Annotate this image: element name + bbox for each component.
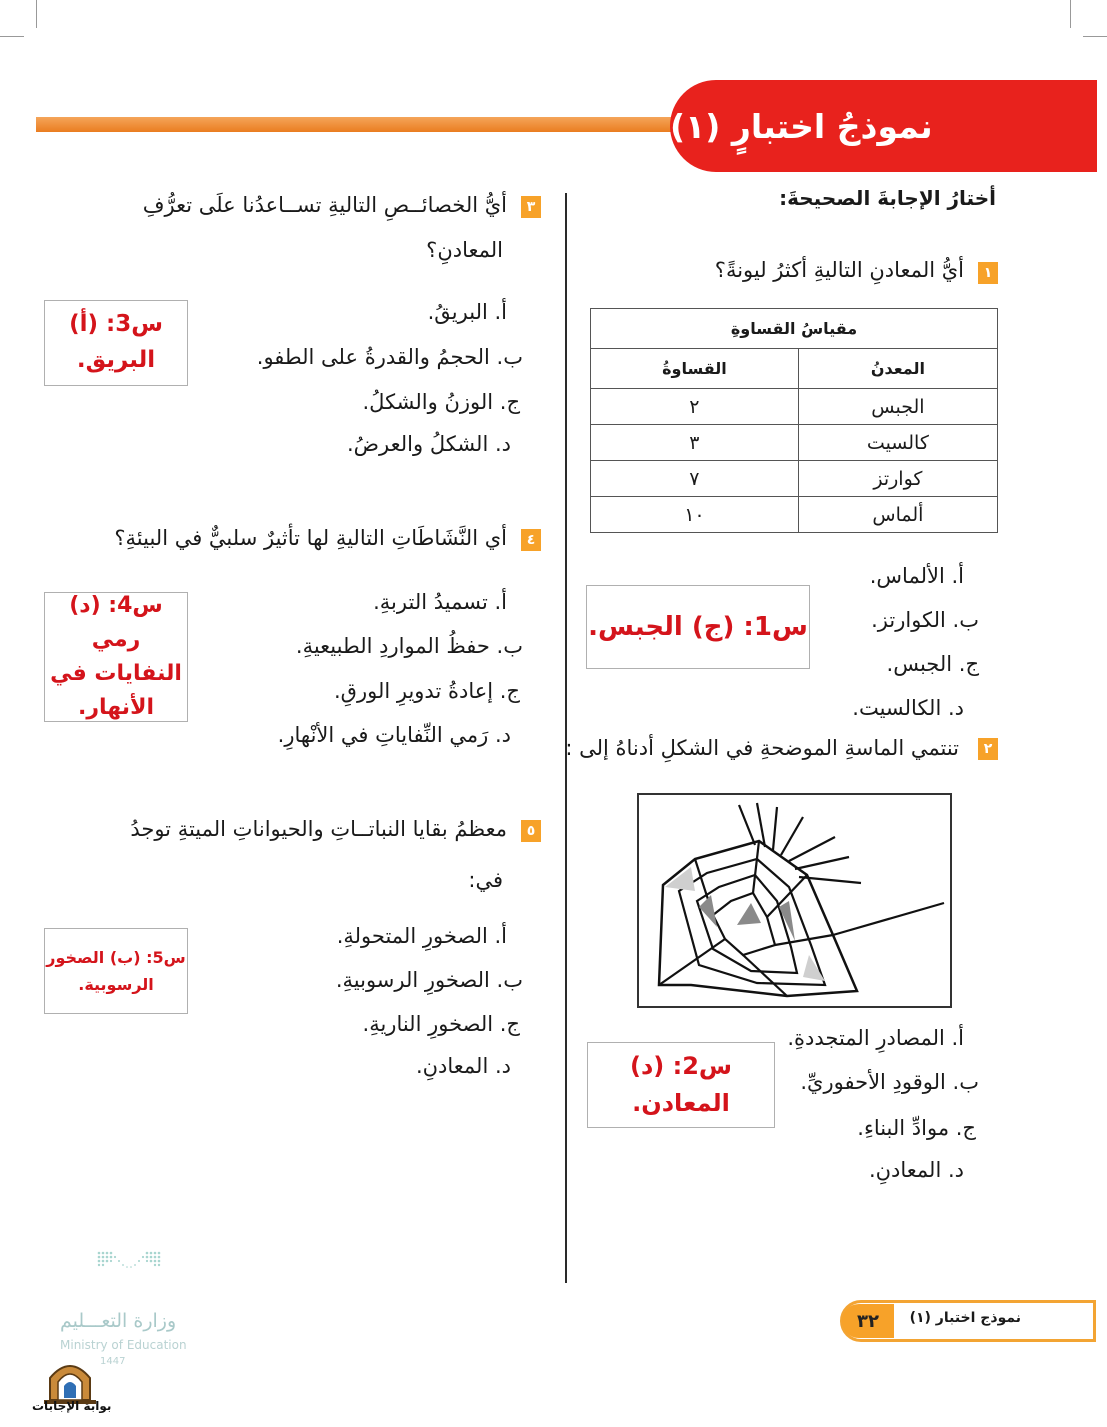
answer-text: البريق. xyxy=(76,347,156,373)
page-title: نموذجُ اختبارٍ (١) xyxy=(670,106,933,146)
ministry-logo-icon xyxy=(60,1250,200,1310)
hardness-table xyxy=(590,308,998,533)
q1-option-b[interactable]: ب. الكوارتز. xyxy=(871,608,979,632)
question-number-badge: ٢ xyxy=(978,738,998,760)
q3-option-b[interactable]: ب. الحجمُ والقدرةُ على الطفو. xyxy=(256,345,523,369)
answer-box-q3 xyxy=(44,300,188,386)
question-number-badge: ٤ xyxy=(521,529,541,551)
table-header-mineral: المعدنُ xyxy=(798,349,997,389)
header-tab xyxy=(670,80,1097,172)
answer-box-q5 xyxy=(44,928,188,1014)
q3-option-d[interactable]: د. الشكلُ والعرضُ. xyxy=(346,432,511,456)
table-title: مقياسُ القساوةِ xyxy=(591,309,998,349)
page-number: ٣٢ xyxy=(842,1304,894,1338)
answer-text: س2: (د) المعادن. xyxy=(629,1051,733,1117)
q2-option-b[interactable]: ب. الوقودِ الأحفوريِّ. xyxy=(800,1070,979,1094)
answer-box-q2 xyxy=(587,1042,775,1128)
question-3-text: أيُّ الخصائــصِ التاليةِ تســاعدُنا علَى تعرُّفِ xyxy=(142,193,507,217)
table-header-hardness: القساوةُ xyxy=(591,349,799,389)
q1-option-d[interactable]: د. الكالسيت. xyxy=(852,696,964,720)
header-stripe xyxy=(36,117,736,132)
question-5-text: معظمُ بقايا النباتــاتِ والحيواناتِ الميتةِ توجدُ xyxy=(130,817,507,841)
table-cell-mineral: الجبس xyxy=(798,389,997,425)
question-3-text-cont: المعادنِ؟ xyxy=(426,238,503,262)
answer-text: س1: (ج) الجبس. xyxy=(588,611,808,642)
q5-option-c[interactable]: ج. الصخورِ الناريةِ. xyxy=(362,1012,520,1036)
q4-option-a[interactable]: أ. تسميدُ التربةِ. xyxy=(373,590,507,614)
question-number-badge: ٥ xyxy=(521,820,541,842)
portal-name: بوابة الإجابات xyxy=(32,1399,112,1413)
q2-option-d[interactable]: د. المعادنِ. xyxy=(868,1158,964,1182)
crop-mark xyxy=(1070,0,1071,28)
question-2-text: تنتمي الماسةِ الموضحةِ في الشكلِ أدناهُ إلى : xyxy=(565,736,959,760)
question-number-badge: ٣ xyxy=(521,196,541,218)
instructions: أختارُ الإجابةَ الصحيحةَ: xyxy=(779,186,996,210)
answer-text: س4: (د) رمي xyxy=(69,592,163,652)
answer-text: الأنهار. xyxy=(78,695,154,721)
table-cell-mineral: ألماس xyxy=(798,497,997,533)
diamond-figure xyxy=(637,793,952,1008)
diamond-icon xyxy=(639,795,950,1006)
question-1-text: أيُّ المعادنِ التاليةِ أكثرُ ليونةً؟ xyxy=(714,258,964,282)
q2-option-c[interactable]: ج. موادِّ البناءِ. xyxy=(857,1116,976,1140)
question-4-text: أي النَّشَاطَاتِ التاليةِ لها تأثيرٌ سلبيٌّ في البيئةِ؟ xyxy=(114,526,507,550)
answer-box-q4 xyxy=(44,592,188,722)
q3-option-c[interactable]: ج. الوزنُ والشكلُ. xyxy=(362,390,520,414)
table-cell-hardness: ١٠ xyxy=(591,497,799,533)
table-cell-mineral: كوارتز xyxy=(798,461,997,497)
table-cell-mineral: كالسيت xyxy=(798,425,997,461)
footer-label: نموذج اختبار (١) xyxy=(909,1310,1021,1326)
q5-option-d[interactable]: د. المعادنِ. xyxy=(415,1054,511,1078)
table-row xyxy=(591,389,998,425)
crop-mark xyxy=(36,0,37,28)
q5-option-b[interactable]: ب. الصخورِ الرسوبيةِ. xyxy=(335,968,523,992)
q4-option-c[interactable]: ج. إعادةُ تدويرِ الورقِ. xyxy=(333,679,520,703)
answer-text: س5: (ب) الصخور xyxy=(46,947,186,967)
table-cell-hardness: ٧ xyxy=(591,461,799,497)
q4-option-b[interactable]: ب. حفظُ المواردِ الطبيعيةِ. xyxy=(295,634,523,658)
q3-option-a[interactable]: أ. البريقُ. xyxy=(427,300,507,324)
ministry-name-en: Ministry of Education xyxy=(60,1338,187,1352)
q5-option-a[interactable]: أ. الصخورِ المتحولةِ. xyxy=(336,924,507,948)
crop-mark xyxy=(1083,36,1107,37)
table-row xyxy=(591,497,998,533)
q1-option-c[interactable]: ج. الجبس. xyxy=(886,652,979,676)
question-5-text-cont: في: xyxy=(468,868,503,892)
answer-text: الرسوبية. xyxy=(78,975,154,994)
q4-option-d[interactable]: د. رَمي النِّفاياتِ في الأنْهارِ. xyxy=(277,723,511,747)
table-row xyxy=(591,425,998,461)
table-cell-hardness: ٢ xyxy=(591,389,799,425)
answer-text: س3: (أ) xyxy=(69,311,163,338)
answer-box-q1 xyxy=(586,585,810,669)
crop-mark xyxy=(0,36,24,37)
table-row xyxy=(591,461,998,497)
ministry-year: 1447 xyxy=(100,1356,126,1367)
ministry-name-ar: وزارة التعـــليم xyxy=(60,1310,177,1332)
answer-text: النفايات في xyxy=(50,661,182,686)
q2-option-a[interactable]: أ. المصادرِ المتجددةِ. xyxy=(787,1026,964,1050)
table-cell-hardness: ٣ xyxy=(591,425,799,461)
question-number-badge: ١ xyxy=(978,262,998,284)
q1-option-a[interactable]: أ. الألماس. xyxy=(869,564,964,588)
answers-portal-logo-icon xyxy=(30,1350,110,1427)
